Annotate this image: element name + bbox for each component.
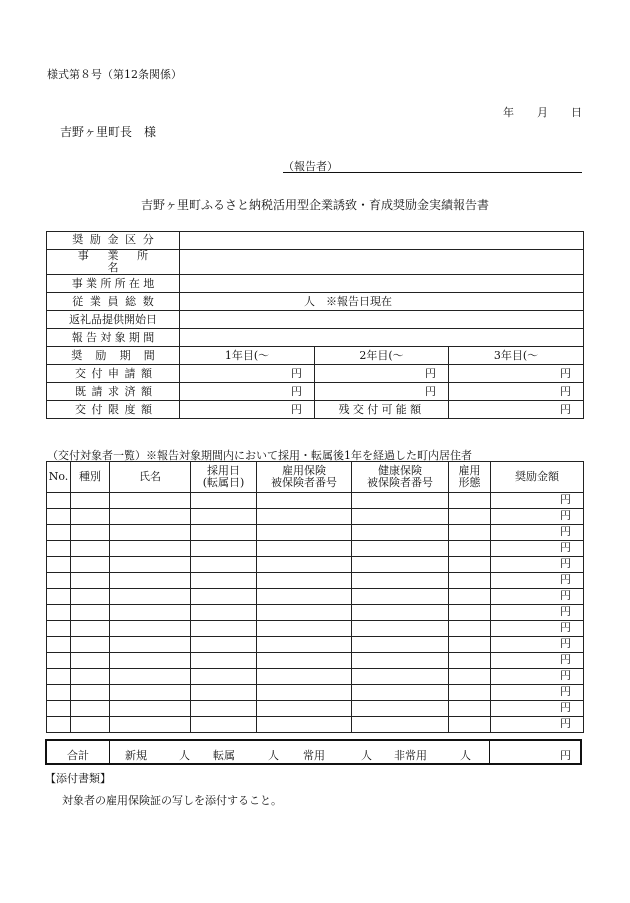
list-caption: （交付対象者一覧）※報告対象期間内において採用・転属後1年を経過した町内居住者 xyxy=(47,449,472,462)
row-hire-date-cell[interactable] xyxy=(191,653,257,669)
row-name-cell[interactable] xyxy=(110,685,191,701)
office-location-label: 事業所所在地 xyxy=(47,275,180,293)
year1-period-field[interactable]: 1年目(～ xyxy=(180,347,315,365)
row-health-insurance-cell[interactable] xyxy=(352,605,449,621)
table-row xyxy=(47,669,584,685)
form-number: 様式第８号（第12条関係） xyxy=(47,68,182,81)
col-hire-date-line2: (転属日) xyxy=(202,476,245,489)
office-name-field[interactable] xyxy=(180,250,584,275)
row-name-cell[interactable] xyxy=(110,653,191,669)
row-health-insurance-cell[interactable] xyxy=(352,557,449,573)
row-hire-date-cell[interactable] xyxy=(191,605,257,621)
row-type-cell[interactable] xyxy=(71,541,110,557)
totals-regular-unit: 人 xyxy=(361,749,372,762)
row-hire-date-cell[interactable] xyxy=(191,525,257,541)
row-type-cell[interactable] xyxy=(71,605,110,621)
row-no-cell[interactable] xyxy=(47,573,71,589)
col-health-ins-line1: 健康保険 xyxy=(378,463,422,477)
row-employment-insurance-cell[interactable] xyxy=(257,573,352,589)
row-no-cell[interactable] xyxy=(47,493,71,509)
row-health-insurance-cell[interactable] xyxy=(352,493,449,509)
row-no-cell[interactable] xyxy=(47,637,71,653)
remaining-amount-label: 残交付可能額 xyxy=(315,401,449,419)
row-health-insurance-cell[interactable] xyxy=(352,509,449,525)
row-hire-date-cell[interactable] xyxy=(191,717,257,733)
row-name-cell[interactable] xyxy=(110,573,191,589)
col-emp-form-line1: 雇用 xyxy=(458,463,481,477)
col-health-ins-line2: 被保険者番号 xyxy=(367,476,433,489)
application-amount-year1[interactable]: 円 xyxy=(180,365,315,383)
row-health-insurance-cell[interactable] xyxy=(352,573,449,589)
row-type-cell[interactable] xyxy=(71,493,110,509)
row-employment-form-cell[interactable] xyxy=(449,605,491,621)
row-name-cell[interactable] xyxy=(110,525,191,541)
table-row xyxy=(47,557,584,573)
totals-divider xyxy=(489,741,490,763)
row-employment-insurance-cell[interactable] xyxy=(257,509,352,525)
gift-start-date-label: 返礼品提供開始日 xyxy=(47,311,180,329)
row-no-cell[interactable] xyxy=(47,557,71,573)
row-amount-cell[interactable]: 円 xyxy=(491,573,584,589)
row-amount-cell[interactable]: 円 xyxy=(491,605,584,621)
table-row xyxy=(47,347,584,365)
row-employment-form-cell[interactable] xyxy=(449,557,491,573)
table-row xyxy=(47,401,584,419)
gift-start-date-field[interactable] xyxy=(180,311,584,329)
col-type: 種別 xyxy=(71,462,110,493)
table-row xyxy=(47,232,584,250)
application-amount-label: 交付申請額 xyxy=(47,365,180,383)
totals-non-regular-label: 非常用 xyxy=(394,749,427,762)
col-employment-form xyxy=(449,462,491,493)
table-row xyxy=(47,541,584,557)
row-type-cell[interactable] xyxy=(71,685,110,701)
row-hire-date-cell[interactable] xyxy=(191,557,257,573)
office-name-label: 事業所名 xyxy=(47,250,180,275)
table-row xyxy=(47,250,584,275)
row-type-cell[interactable] xyxy=(71,621,110,637)
col-amount: 奨励金額 xyxy=(491,462,584,493)
date-month-label: 月 xyxy=(537,106,548,119)
row-name-cell[interactable] xyxy=(110,621,191,637)
totals-non-regular-unit: 人 xyxy=(460,749,471,762)
row-employment-insurance-cell[interactable] xyxy=(257,637,352,653)
row-amount-cell[interactable]: 円 xyxy=(491,637,584,653)
totals-label: 合計 xyxy=(67,749,89,762)
remaining-amount-field[interactable]: 円 xyxy=(449,401,584,419)
row-no-cell[interactable] xyxy=(47,621,71,637)
attachments-title: 【添付書類】 xyxy=(45,772,111,785)
row-name-cell[interactable] xyxy=(110,701,191,717)
row-health-insurance-cell[interactable] xyxy=(352,653,449,669)
application-amount-year2[interactable]: 円 xyxy=(315,365,449,383)
row-name-cell[interactable] xyxy=(110,557,191,573)
row-type-cell[interactable] xyxy=(71,717,110,733)
row-employment-form-cell[interactable] xyxy=(449,541,491,557)
col-emp-ins-line2: 被保険者番号 xyxy=(271,476,337,489)
row-hire-date-cell[interactable] xyxy=(191,573,257,589)
row-no-cell[interactable] xyxy=(47,605,71,621)
row-hire-date-cell[interactable] xyxy=(191,509,257,525)
date-day-label: 日 xyxy=(571,106,582,119)
totals-amount-yen: 円 xyxy=(560,749,571,762)
table-row xyxy=(47,605,584,621)
col-emp-form-line2: 形態 xyxy=(458,476,481,489)
row-health-insurance-cell[interactable] xyxy=(352,685,449,701)
table-row xyxy=(47,621,584,637)
row-health-insurance-cell[interactable] xyxy=(352,701,449,717)
row-hire-date-cell[interactable] xyxy=(191,589,257,605)
row-name-cell[interactable] xyxy=(110,717,191,733)
table-row xyxy=(47,509,584,525)
row-type-cell[interactable] xyxy=(71,557,110,573)
row-health-insurance-cell[interactable] xyxy=(352,717,449,733)
row-amount-cell[interactable]: 円 xyxy=(491,493,584,509)
row-employment-insurance-cell[interactable] xyxy=(257,589,352,605)
row-amount-cell[interactable]: 円 xyxy=(491,525,584,541)
office-location-field[interactable] xyxy=(180,275,584,293)
table-row xyxy=(47,653,584,669)
row-type-cell[interactable] xyxy=(71,525,110,541)
row-hire-date-cell[interactable] xyxy=(191,669,257,685)
totals-transfer-unit: 人 xyxy=(268,749,279,762)
table-row xyxy=(47,275,584,293)
row-name-cell[interactable] xyxy=(110,605,191,621)
row-name-cell[interactable] xyxy=(110,589,191,605)
row-amount-cell[interactable]: 円 xyxy=(491,541,584,557)
table-row xyxy=(47,525,584,541)
totals-regular-label: 常用 xyxy=(303,749,325,762)
table-row xyxy=(47,311,584,329)
report-period-field[interactable] xyxy=(180,329,584,347)
claimed-amount-label: 既請求済額 xyxy=(47,383,180,401)
row-name-cell[interactable] xyxy=(110,493,191,509)
col-emp-ins-line1: 雇用保険 xyxy=(282,463,326,477)
row-hire-date-cell[interactable] xyxy=(191,621,257,637)
row-hire-date-cell[interactable] xyxy=(191,541,257,557)
application-amount-year3[interactable]: 円 xyxy=(449,365,584,383)
table-row xyxy=(47,589,584,605)
row-amount-cell[interactable]: 円 xyxy=(491,653,584,669)
incentive-period-label: 奨励期間 xyxy=(47,347,180,365)
claimed-amount-year1[interactable]: 円 xyxy=(180,383,315,401)
row-health-insurance-cell[interactable] xyxy=(352,669,449,685)
totals-new-hire-unit: 人 xyxy=(179,749,190,762)
table-row xyxy=(47,573,584,589)
row-employment-insurance-cell[interactable] xyxy=(257,525,352,541)
recipient-list-table xyxy=(46,461,584,733)
row-health-insurance-cell[interactable] xyxy=(352,589,449,605)
row-type-cell[interactable] xyxy=(71,653,110,669)
col-health-insurance xyxy=(352,462,449,493)
incentive-category-label: 奨励金区分 xyxy=(47,232,180,250)
addressee: 吉野ヶ里町長 様 xyxy=(60,125,157,139)
row-amount-cell[interactable]: 円 xyxy=(491,717,584,733)
limit-amount-label: 交付限度額 xyxy=(47,401,180,419)
reporter-label: （報告者） xyxy=(283,160,338,173)
table-row xyxy=(47,493,584,509)
table-row xyxy=(47,293,584,311)
row-type-cell[interactable] xyxy=(71,669,110,685)
row-name-cell[interactable] xyxy=(110,509,191,525)
row-employment-form-cell[interactable] xyxy=(449,701,491,717)
row-amount-cell[interactable]: 円 xyxy=(491,669,584,685)
table-row xyxy=(47,365,584,383)
row-employment-insurance-cell[interactable] xyxy=(257,685,352,701)
row-hire-date-cell[interactable] xyxy=(191,637,257,653)
row-employment-form-cell[interactable] xyxy=(449,669,491,685)
col-hire-date-line1: 採用日 xyxy=(207,463,240,477)
row-health-insurance-cell[interactable] xyxy=(352,541,449,557)
col-hire-date xyxy=(191,462,257,493)
row-no-cell[interactable] xyxy=(47,717,71,733)
row-no-cell[interactable] xyxy=(47,509,71,525)
table-row xyxy=(47,637,584,653)
total-employees-field[interactable]: 人 ※報告日現在 xyxy=(180,293,584,311)
year2-period-field[interactable]: 2年目(～ xyxy=(315,347,449,365)
incentive-category-field[interactable] xyxy=(180,232,584,250)
row-no-cell[interactable] xyxy=(47,701,71,717)
row-employment-insurance-cell[interactable] xyxy=(257,717,352,733)
date-year-label: 年 xyxy=(503,106,514,119)
row-type-cell[interactable] xyxy=(71,701,110,717)
table-row xyxy=(47,383,584,401)
row-type-cell[interactable] xyxy=(71,637,110,653)
row-employment-form-cell[interactable] xyxy=(449,621,491,637)
col-employment-insurance xyxy=(257,462,352,493)
row-health-insurance-cell[interactable] xyxy=(352,637,449,653)
year3-period-field[interactable]: 3年目(～ xyxy=(449,347,584,365)
row-no-cell[interactable] xyxy=(47,685,71,701)
claimed-amount-year2[interactable]: 円 xyxy=(315,383,449,401)
table-row xyxy=(47,717,584,733)
row-health-insurance-cell[interactable] xyxy=(352,525,449,541)
row-employment-insurance-cell[interactable] xyxy=(257,701,352,717)
row-hire-date-cell[interactable] xyxy=(191,701,257,717)
row-employment-form-cell[interactable] xyxy=(449,653,491,669)
row-type-cell[interactable] xyxy=(71,509,110,525)
row-amount-cell[interactable]: 円 xyxy=(491,557,584,573)
limit-amount-field[interactable]: 円 xyxy=(180,401,315,419)
row-hire-date-cell[interactable] xyxy=(191,685,257,701)
row-employment-form-cell[interactable] xyxy=(449,685,491,701)
row-employment-insurance-cell[interactable] xyxy=(257,653,352,669)
row-no-cell[interactable] xyxy=(47,669,71,685)
total-employees-label: 従業員総数 xyxy=(47,293,180,311)
row-employment-insurance-cell[interactable] xyxy=(257,605,352,621)
row-no-cell[interactable] xyxy=(47,589,71,605)
row-employment-insurance-cell[interactable] xyxy=(257,541,352,557)
row-type-cell[interactable] xyxy=(71,589,110,605)
row-name-cell[interactable] xyxy=(110,669,191,685)
attachments-note: 対象者の雇用保険証の写しを添付すること。 xyxy=(62,794,282,807)
totals-divider xyxy=(109,741,110,763)
list-header-row xyxy=(47,462,584,493)
row-employment-insurance-cell[interactable] xyxy=(257,557,352,573)
table-row xyxy=(47,685,584,701)
row-hire-date-cell[interactable] xyxy=(191,493,257,509)
row-no-cell[interactable] xyxy=(47,653,71,669)
row-type-cell[interactable] xyxy=(71,573,110,589)
row-employment-insurance-cell[interactable] xyxy=(257,621,352,637)
row-employment-insurance-cell[interactable] xyxy=(257,493,352,509)
report-period-label: 報告対象期間 xyxy=(47,329,180,347)
row-employment-form-cell[interactable] xyxy=(449,509,491,525)
row-amount-cell[interactable]: 円 xyxy=(491,701,584,717)
row-employment-form-cell[interactable] xyxy=(449,637,491,653)
col-no: No. xyxy=(47,462,71,493)
table-row xyxy=(47,329,584,347)
row-name-cell[interactable] xyxy=(110,637,191,653)
claimed-amount-year3[interactable]: 円 xyxy=(449,383,584,401)
row-health-insurance-cell[interactable] xyxy=(352,621,449,637)
row-name-cell[interactable] xyxy=(110,541,191,557)
row-employment-form-cell[interactable] xyxy=(449,573,491,589)
table-row xyxy=(47,701,584,717)
totals-transfer-label: 転属 xyxy=(213,749,235,762)
reporter-underline xyxy=(283,172,582,173)
row-amount-cell[interactable]: 円 xyxy=(491,685,584,701)
totals-new-hire-label: 新規 xyxy=(125,749,147,762)
row-employment-form-cell[interactable] xyxy=(449,525,491,541)
info-table xyxy=(46,231,584,419)
list-body xyxy=(47,493,584,733)
row-amount-cell[interactable]: 円 xyxy=(491,589,584,605)
totals-row xyxy=(45,739,582,765)
row-employment-insurance-cell[interactable] xyxy=(257,669,352,685)
row-no-cell[interactable] xyxy=(47,525,71,541)
row-amount-cell[interactable]: 円 xyxy=(491,509,584,525)
col-name: 氏名 xyxy=(110,462,191,493)
row-employment-form-cell[interactable] xyxy=(449,493,491,509)
row-employment-form-cell[interactable] xyxy=(449,717,491,733)
row-employment-form-cell[interactable] xyxy=(449,589,491,605)
page-title: 吉野ヶ里町ふるさと納税活用型企業誘致・育成奨励金実績報告書 xyxy=(140,198,489,212)
row-no-cell[interactable] xyxy=(47,541,71,557)
row-amount-cell[interactable]: 円 xyxy=(491,621,584,637)
